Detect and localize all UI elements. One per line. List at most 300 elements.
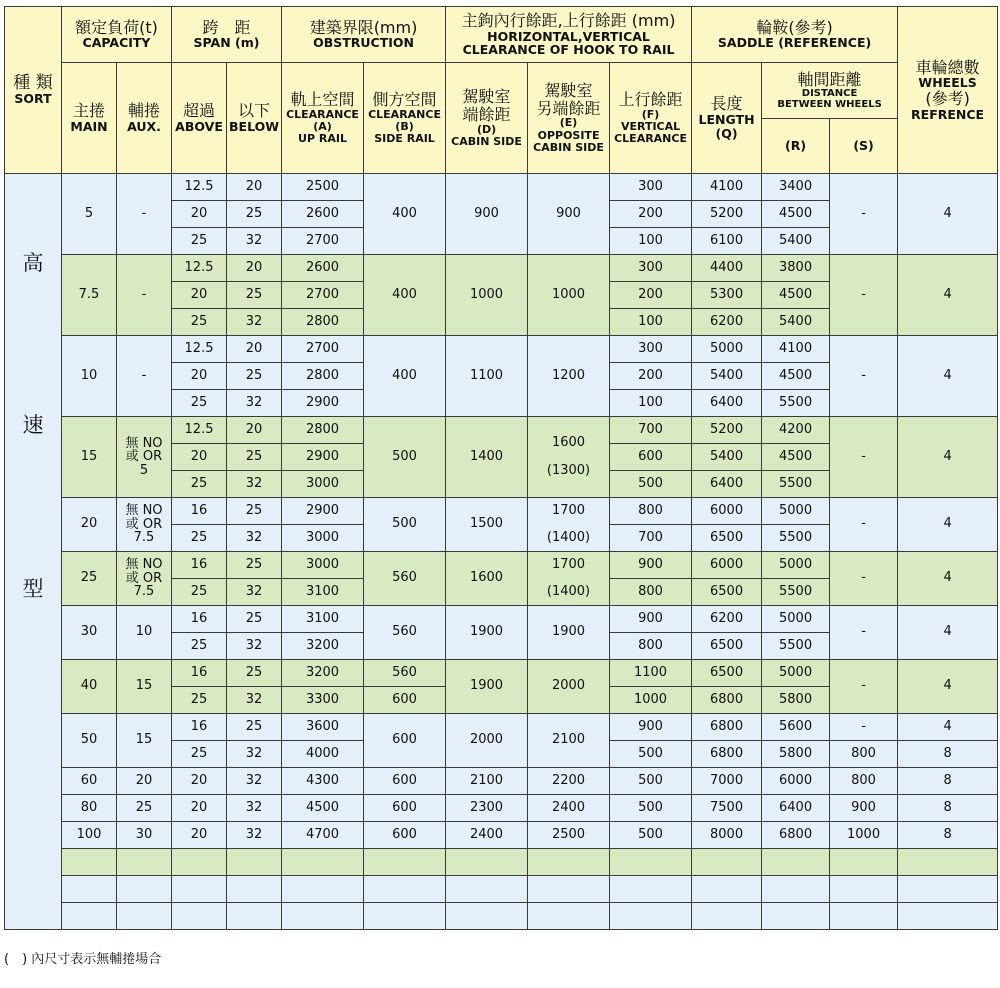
empty-cell [762,876,830,903]
length-q-cell: 5200 [692,417,762,444]
length-q-cell: 4100 [692,174,762,201]
clearance-a-cell: 3200 [282,633,364,660]
vertical-f-cell: 500 [610,768,692,795]
aux-capacity-cell: 15 [117,660,172,714]
empty-cell [62,903,117,930]
main-header: 主捲 MAIN [62,63,117,174]
table-row [5,606,998,633]
table-row [5,498,998,525]
opposite-cabin-e-cell: 2400 [528,795,610,822]
cabin-side-d-cell: 2000 [446,714,528,768]
clearance-a-cell: 2600 [282,201,364,228]
length-q-cell: 6200 [692,309,762,336]
vertical-f-cell: 900 [610,606,692,633]
span-above-cell: 20 [172,795,227,822]
distance-r-cell: 5500 [762,525,830,552]
aux-line: 或 OR [125,449,163,465]
clearance-b-cell: 500 [364,417,446,498]
span-above-cell: 16 [172,498,227,525]
length-q-cell: 6400 [692,390,762,417]
empty-cell [364,903,446,930]
clearance-a-cell: 2700 [282,282,364,309]
length-q-cell: 5400 [692,363,762,390]
opposite-cabin-e-cell: 2200 [528,768,610,795]
clearance-a-cell: 2700 [282,336,364,363]
aux-line: 無 NO [125,503,163,519]
e-value: 1700 [551,503,586,519]
clearance-b-cell: 500 [364,498,446,552]
span-above-cell: 25 [172,309,227,336]
length-q-cell: 7000 [692,768,762,795]
cabin-side-d-cell: 1400 [446,417,528,498]
span-above-cell: 12.5 [172,174,227,201]
span-above-cell: 25 [172,687,227,714]
span-below-cell: 25 [227,660,282,687]
length-q-cell: 6500 [692,660,762,687]
length-q-cell: 6200 [692,606,762,633]
empty-cell [610,876,692,903]
clearance-a-cell: 2800 [282,309,364,336]
span-below-cell: 25 [227,282,282,309]
distance-header: 軸間距離 DISTANCE BETWEEN WHEELS (R) (S) [762,63,898,174]
clearance-a-cell: 4000 [282,741,364,768]
vertical-f-cell: 200 [610,363,692,390]
vertical-f-cell: 800 [610,579,692,606]
length-q-cell: 6800 [692,714,762,741]
span-below-cell: 25 [227,363,282,390]
table-row [5,336,998,363]
wheels-cell: 4 [898,255,998,336]
sort-header: 種 類 SORT [5,7,62,174]
length-q-cell: 6400 [692,471,762,498]
sort-column [5,174,62,930]
span-below-cell: 32 [227,309,282,336]
distance-s-cell: - [830,498,898,552]
span-below-cell: 32 [227,768,282,795]
vertical-f-cell: 300 [610,174,692,201]
length-q-cell: 6000 [692,498,762,525]
empty-cell [692,876,762,903]
vertical-f-cell: 900 [610,714,692,741]
empty-cell [692,849,762,876]
opposite-cabin-e-cell [528,498,610,552]
cabin-side-d-cell: 2100 [446,768,528,795]
main-capacity-cell: 15 [62,417,117,498]
vertical-f-cell: 500 [610,741,692,768]
empty-cell [227,849,282,876]
empty-cell [446,876,528,903]
opposite-cabin-e-cell: 2000 [528,660,610,714]
clearance-a-header: 軌上空間 CLEARANCE (A) UP RAIL [282,63,364,174]
vertical-f-cell: 700 [610,525,692,552]
span-above-cell: 12.5 [172,417,227,444]
clearance-a-cell: 3100 [282,606,364,633]
empty-cell [830,849,898,876]
span-above-cell: 16 [172,552,227,579]
table-row [5,714,998,741]
span-above-cell: 12.5 [172,336,227,363]
main-capacity-cell: 100 [62,822,117,849]
empty-cell [282,849,364,876]
vertical-f-cell: 800 [610,498,692,525]
distance-s-cell: 1000 [830,822,898,849]
distance-r-cell: 4500 [762,444,830,471]
empty-cell [117,903,172,930]
length-q-cell: 6500 [692,633,762,660]
aux-capacity-cell: 25 [117,795,172,822]
aux-line: 或 OR [125,570,163,586]
e-value: 1700 [551,557,586,573]
vertical-f-cell: 1100 [610,660,692,687]
empty-cell [898,903,998,930]
length-q-cell: 6800 [692,741,762,768]
span-below-cell: 25 [227,444,282,471]
distance-r-cell: 5000 [762,606,830,633]
empty-cell [528,903,610,930]
distance-s-cell: - [830,174,898,255]
opposite-cabin-e-cell: 2500 [528,822,610,849]
span-above-cell: 16 [172,606,227,633]
span-above-cell: 25 [172,390,227,417]
cabin-side-d-cell: 1100 [446,336,528,417]
aux-capacity-cell: - [117,336,172,417]
wheels-cell: 4 [898,336,998,417]
span-below-cell: 32 [227,228,282,255]
wheels-cell: 8 [898,768,998,795]
span-below-cell: 32 [227,633,282,660]
vertical-f-header: 上行餘距 (F) VERTICAL CLEARANCE [610,63,692,174]
span-above-cell: 20 [172,363,227,390]
sort-char: 型 [22,577,44,601]
span-below-cell: 25 [227,201,282,228]
wheels-cell: 4 [898,498,998,552]
distance-s-cell: - [830,714,898,741]
span-below-cell: 20 [227,336,282,363]
distance-r-cell: 5000 [762,498,830,525]
span-above-cell: 16 [172,714,227,741]
clearance-a-cell: 3000 [282,552,364,579]
table-row [5,417,998,444]
empty-cell [528,849,610,876]
empty-cell [528,876,610,903]
opposite-cabin-e-cell [528,552,610,606]
empty-cell [762,849,830,876]
vertical-f-cell: 500 [610,471,692,498]
vertical-f-cell: 200 [610,282,692,309]
clearance-a-cell: 3200 [282,660,364,687]
distance-r-cell: 3800 [762,255,830,282]
empty-cell [172,903,227,930]
aux-capacity-cell: - [117,255,172,336]
length-q-cell: 4400 [692,255,762,282]
table-row [5,768,998,795]
aux-capacity-cell: 30 [117,822,172,849]
aux-capacity-cell [117,417,172,498]
aux-line: 7.5 [133,530,155,546]
distance-s-cell: - [830,552,898,606]
span-above-cell: 25 [172,471,227,498]
span-above-cell: 20 [172,444,227,471]
clearance-a-cell: 4300 [282,768,364,795]
length-q-cell: 6000 [692,552,762,579]
obstruction-header: 建築界限(mm) OBSTRUCTION [282,7,446,63]
clearance-b-cell: 600 [364,687,446,714]
span-above-cell: 25 [172,633,227,660]
distance-r-cell: 5500 [762,471,830,498]
span-below-cell: 25 [227,606,282,633]
below-header: 以下 BELOW [227,63,282,174]
clearance-a-cell: 2700 [282,228,364,255]
table-row [5,795,998,822]
distance-s-cell: - [830,336,898,417]
distance-r-cell: 5400 [762,309,830,336]
footnote: ( ) 內尺寸表示無輔捲場合 [4,952,162,967]
above-header: 超過 ABOVE [172,63,227,174]
cabin-side-d-cell: 1600 [446,552,528,606]
aux-line: 或 OR [125,516,163,532]
empty-cell [762,903,830,930]
distance-s-cell: - [830,255,898,336]
empty-cell [117,876,172,903]
clearance-a-cell: 4500 [282,795,364,822]
cabin-side-d-cell: 1900 [446,660,528,714]
wheels-cell: 8 [898,795,998,822]
main-capacity-cell: 60 [62,768,117,795]
vertical-f-cell: 300 [610,336,692,363]
span-below-cell: 32 [227,741,282,768]
span-below-cell: 32 [227,471,282,498]
empty-cell [446,849,528,876]
vertical-f-cell: 600 [610,444,692,471]
distance-r-cell: 4500 [762,201,830,228]
aux-line: 5 [139,462,149,478]
length-q-cell: 5300 [692,282,762,309]
clearance-b-cell: 560 [364,606,446,660]
empty-cell [282,876,364,903]
cabin-side-d-cell: 1000 [446,255,528,336]
distance-r-cell: 6800 [762,822,830,849]
aux-line: 7.5 [133,584,155,600]
wheels-cell: 4 [898,417,998,498]
clearance-a-cell: 3000 [282,471,364,498]
distance-r-cell: 5500 [762,390,830,417]
clearance-a-cell: 3000 [282,525,364,552]
cabin-side-d-cell: 1500 [446,498,528,552]
main-capacity-cell: 80 [62,795,117,822]
main-capacity-cell: 25 [62,552,117,606]
main-capacity-cell: 5 [62,174,117,255]
span-above-cell: 20 [172,768,227,795]
span-above-cell: 20 [172,201,227,228]
cabin-side-d-cell: 1900 [446,606,528,660]
aux-capacity-cell: - [117,174,172,255]
vertical-f-cell: 300 [610,255,692,282]
length-q-cell: 7500 [692,795,762,822]
e-value-no-aux: (1400) [546,583,591,599]
length-q-cell: 5000 [692,336,762,363]
distance-s-cell: - [830,606,898,660]
s-header: (S) [853,138,874,154]
span-below-cell: 25 [227,714,282,741]
span-below-cell: 20 [227,417,282,444]
main-capacity-cell: 20 [62,498,117,552]
cabin-side-d-header: 駕駛室 端餘距 (D) CABIN SIDE [446,63,528,174]
empty-cell [446,903,528,930]
clearance-b-cell: 600 [364,714,446,768]
span-below-cell: 32 [227,390,282,417]
span-above-cell: 20 [172,822,227,849]
empty-cell [364,876,446,903]
clearance-b-cell: 400 [364,255,446,336]
distance-r-cell: 4200 [762,417,830,444]
wheels-cell: 4 [898,174,998,255]
length-q-cell: 5200 [692,201,762,228]
length-q-cell: 6500 [692,579,762,606]
span-above-cell: 25 [172,228,227,255]
aux-line: 無 NO [125,557,163,573]
empty-cell [62,849,117,876]
main-capacity-cell: 10 [62,336,117,417]
empty-cell [692,903,762,930]
distance-s-cell: 900 [830,795,898,822]
cabin-side-d-cell: 2300 [446,795,528,822]
cabin-side-d-cell: 2400 [446,822,528,849]
opposite-cabin-e-header: 駕駛室 另端餘距 (E) OPPOSITE CABIN SIDE [528,63,610,174]
length-q-cell: 6100 [692,228,762,255]
distance-r-cell: 3400 [762,174,830,201]
distance-r-cell: 4500 [762,363,830,390]
empty-cell [227,903,282,930]
span-below-cell: 32 [227,795,282,822]
distance-r-cell: 5600 [762,714,830,741]
vertical-f-cell: 500 [610,822,692,849]
empty-cell [364,849,446,876]
span-below-cell: 32 [227,579,282,606]
saddle-header: 輪鞍(參考) SADDLE (REFERENCE) [692,7,898,63]
aux-capacity-cell [117,498,172,552]
aux-header: 輔捲 AUX. [117,63,172,174]
wheels-header: 車輪總數 WHEELS (參考) REFRENCE [898,7,998,174]
opposite-cabin-e-cell: 1000 [528,255,610,336]
vertical-f-cell: 100 [610,228,692,255]
span-below-cell: 32 [227,687,282,714]
spec-table [4,6,998,930]
distance-r-cell: 6000 [762,768,830,795]
distance-s-cell: 800 [830,768,898,795]
e-value-no-aux: (1400) [546,529,591,545]
clearance-b-header: 側方空間 CLEARANCE (B) SIDE RAIL [364,63,446,174]
opposite-cabin-e-cell: 1200 [528,336,610,417]
distance-r-cell: 5400 [762,228,830,255]
distance-r-cell: 5000 [762,660,830,687]
table-row [5,255,998,282]
clearance-a-cell: 2900 [282,444,364,471]
aux-capacity-cell: 20 [117,768,172,795]
length-q-cell: 6500 [692,525,762,552]
table-row [5,660,998,687]
vertical-f-cell: 1000 [610,687,692,714]
aux-capacity-cell: 10 [117,606,172,660]
distance-r-cell: 4100 [762,336,830,363]
empty-cell [830,876,898,903]
table-row [5,552,998,579]
span-below-cell: 25 [227,498,282,525]
clearance-a-cell: 2600 [282,255,364,282]
table-row [5,822,998,849]
empty-cell [610,903,692,930]
length-q-cell: 8000 [692,822,762,849]
main-capacity-cell: 7.5 [62,255,117,336]
wheels-cell: 8 [898,822,998,849]
clearance-b-cell: 400 [364,174,446,255]
clearance-a-cell: 2800 [282,417,364,444]
length-q-header: 長度 LENGTH (Q) [692,63,762,174]
distance-r-cell: 5800 [762,687,830,714]
vertical-f-cell: 500 [610,795,692,822]
distance-s-cell: - [830,660,898,714]
wheels-cell: 4 [898,714,998,741]
empty-row [5,876,998,903]
empty-cell [172,849,227,876]
empty-cell [172,876,227,903]
clearance-a-cell: 2800 [282,363,364,390]
length-q-cell: 5400 [692,444,762,471]
opposite-cabin-e-cell: 1900 [528,606,610,660]
main-capacity-cell: 40 [62,660,117,714]
clearance-a-cell: 2900 [282,498,364,525]
vertical-f-cell: 700 [610,417,692,444]
distance-r-cell: 4500 [762,282,830,309]
wheels-cell: 4 [898,606,998,660]
clearance-b-cell: 400 [364,336,446,417]
empty-row [5,849,998,876]
clearance-a-cell: 3600 [282,714,364,741]
length-q-cell: 6800 [692,687,762,714]
distance-r-cell: 5800 [762,741,830,768]
span-below-cell: 25 [227,552,282,579]
distance-r-cell: 5500 [762,579,830,606]
empty-cell [830,903,898,930]
span-below-cell: 20 [227,255,282,282]
e-value-no-aux: (1300) [546,463,591,478]
clearance-a-cell: 3100 [282,579,364,606]
span-above-cell: 16 [172,660,227,687]
empty-cell [898,876,998,903]
clearance-b-cell: 600 [364,768,446,795]
distance-s-cell: - [830,417,898,498]
span-header: 跨 距 SPAN (m) [172,7,282,63]
clearance-a-cell: 2900 [282,390,364,417]
clearance-a-cell: 2500 [282,174,364,201]
sort-char: 速 [22,413,44,437]
distance-s-cell: 800 [830,741,898,768]
empty-cell [282,903,364,930]
clearance-b-cell: 560 [364,660,446,687]
aux-capacity-cell [117,552,172,606]
vertical-f-cell: 100 [610,309,692,336]
span-below-cell: 32 [227,525,282,552]
span-above-cell: 25 [172,525,227,552]
span-above-cell: 25 [172,741,227,768]
clearance-b-cell: 600 [364,822,446,849]
clearance-a-cell: 3300 [282,687,364,714]
spec-table-container [4,6,997,930]
cabin-side-d-cell: 900 [446,174,528,255]
r-header: (R) [762,119,830,173]
distance-r-cell: 6400 [762,795,830,822]
main-capacity-cell: 50 [62,714,117,768]
empty-cell [898,849,998,876]
